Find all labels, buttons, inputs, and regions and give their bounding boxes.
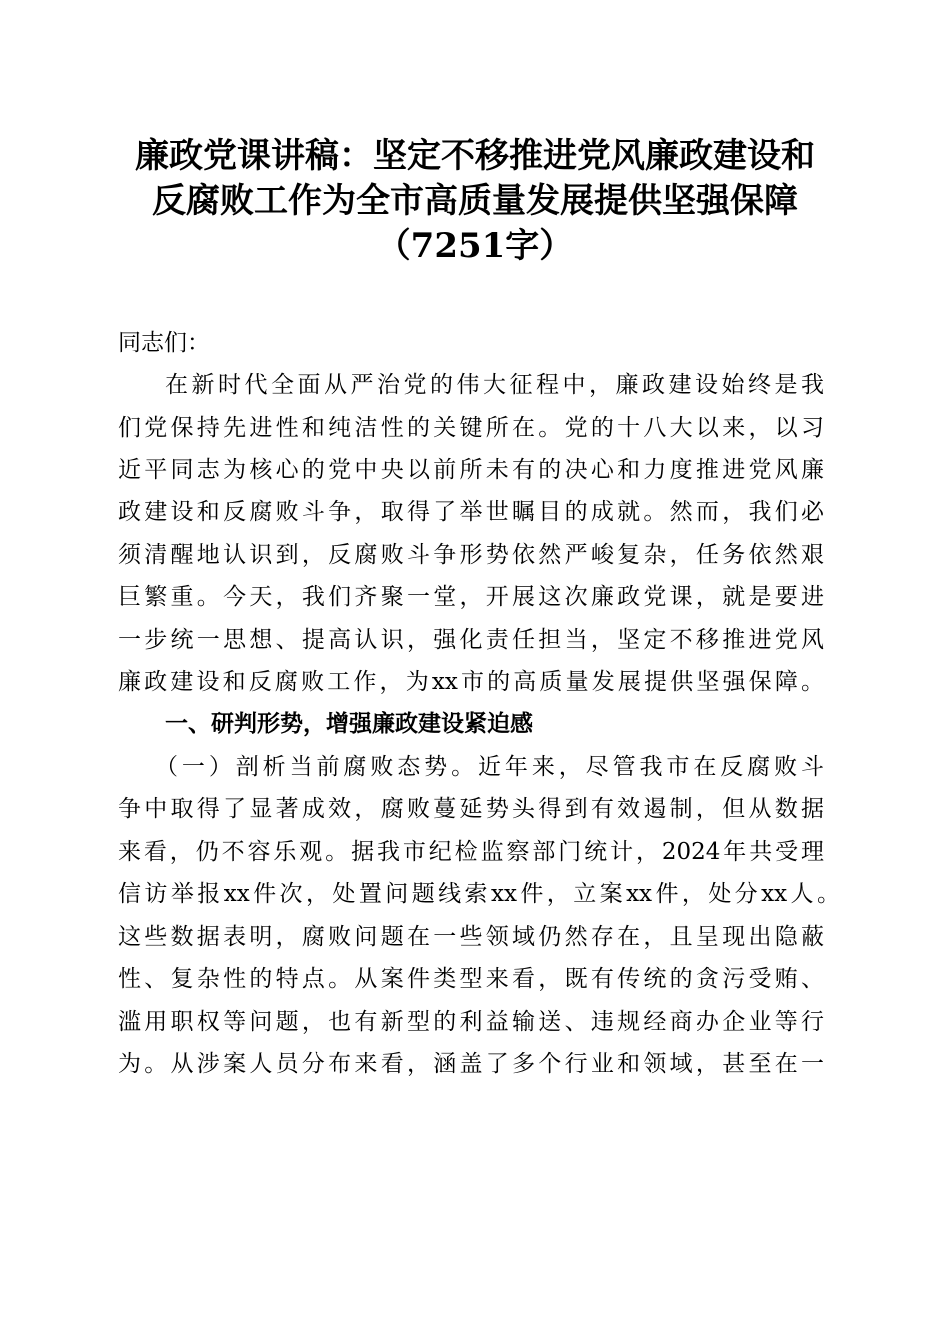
paragraph-line: 信访举报xx件次，处置问题线索xx件，立案xx件，处分xx人。 (118, 881, 840, 907)
paragraph-line: 廉政建设和反腐败工作，为xx市的高质量发展提供坚强保障。 (118, 669, 824, 695)
paragraph-line: 性、复杂性的特点。从案件类型来看，既有传统的贪污受贿、 (118, 966, 824, 992)
paragraph-line: 在新时代全面从严治党的伟大征程中，廉政建设始终是我 (165, 372, 824, 398)
paragraph-line: 来看，仍不容乐观。据我市纪检监察部门统计，2024年共受理 (118, 839, 824, 865)
salutation: 同志们： (118, 330, 210, 356)
paragraph-line: 政建设和反腐败斗争，取得了举世瞩目的成就。然而，我们必 (118, 499, 824, 525)
paragraph-line: 一步统一思想、提高认识，强化责任担当，坚定不移推进党风 (118, 627, 824, 653)
paragraph-line: 这些数据表明，腐败问题在一些领域仍然存在，且呈现出隐蔽 (118, 924, 824, 950)
paragraph-line: 巨繁重。今天，我们齐聚一堂，开展这次廉政党课，就是要进 (118, 584, 824, 610)
paragraph-line: 们党保持先进性和纯洁性的关键所在。党的十八大以来，以习 (118, 415, 824, 441)
document-title-line: 廉政党课讲稿：坚定不移推进党风廉政建设和 (135, 136, 815, 176)
paragraph-line: （一）剖析当前腐败态势。近年来，尽管我市在反腐败斗 (155, 754, 824, 780)
document-word-count: （7251字） (376, 226, 574, 266)
paragraph-line: 为。从涉案人员分布来看，涵盖了多个行业和领域，甚至在一 (118, 1051, 824, 1077)
paragraph-line: 滥用职权等问题，也有新型的利益输送、违规经商办企业等行 (118, 1009, 824, 1035)
document-title-line: 反腐败工作为全市高质量发展提供坚强保障 (152, 181, 798, 221)
section-heading: 一、研判形势，增强廉政建设紧迫感 (165, 711, 533, 737)
paragraph-line: 须清醒地认识到，反腐败斗争形势依然严峻复杂，任务依然艰 (118, 542, 824, 568)
paragraph-line: 近平同志为核心的党中央以前所未有的决心和力度推进党风廉 (118, 457, 824, 483)
paragraph-line: 争中取得了显著成效，腐败蔓延势头得到有效遏制，但从数据 (118, 796, 824, 822)
